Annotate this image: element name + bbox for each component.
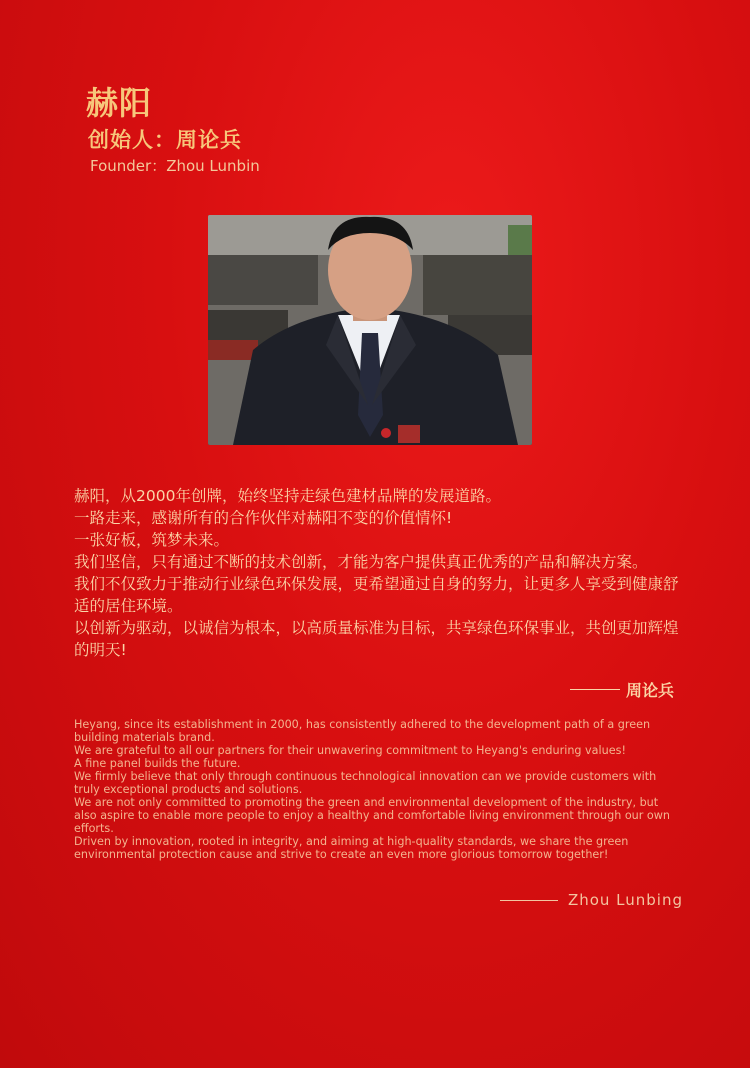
message-en	[74, 718, 680, 861]
message-zh-line: 我们不仅致力于推动行业绿色环保发展，更希望通过自身的努力，让更多人享受到健康舒适的居住环境。	[74, 575, 679, 615]
message-en-line: Driven by innovation, rooted in integrity, and aiming at high-quality standards, we share the green environmental protection cause and strive to create an even more glorious tomorrow together!	[74, 835, 629, 861]
founder-label-en: Founder：Zhou Lunbin	[90, 157, 260, 175]
founder-label: 创始人：周论兵	[88, 128, 242, 152]
message-en-line: Heyang, since its establishment in 2000, has consistently adhered to the development path of a green building materials brand.	[74, 718, 651, 744]
message-zh-line: 我们坚信，只有通过不断的技术创新，才能为客户提供真正优秀的产品和解决方案。	[74, 553, 648, 571]
message-en-line: A fine panel builds the future.	[74, 757, 241, 770]
message-en-line: We are not only committed to promoting the green and environmental development of the industry, but also aspire to enable more people to enjoy a healthy and comfortable living environment through our own efforts.	[74, 796, 671, 835]
founder-photo	[208, 215, 532, 445]
message-zh-line: 一张好板，筑梦未来。	[74, 531, 230, 549]
signature-dash	[500, 900, 558, 901]
signature-en-name: Zhou Lunbing	[567, 891, 683, 909]
signature-en	[500, 891, 683, 909]
message-zh	[74, 485, 684, 661]
message-zh-line: 以创新为驱动，以诚信为根本，以高质量标准为目标，共享绿色环保事业，共创更加辉煌的明天!	[74, 619, 679, 659]
message-zh-line: 赫阳，从2000年创牌，始终坚持走绿色建材品牌的发展道路。	[74, 487, 501, 505]
signature-zh-name: 周论兵	[625, 681, 674, 700]
message-en-line: We are grateful to all our partners for their unwavering commitment to Heyang's enduring values!	[74, 744, 626, 757]
signature-zh	[570, 678, 674, 701]
message-zh-line: 一路走来，感谢所有的合作伙伴对赫阳不变的价值情怀!	[74, 509, 453, 527]
brand-title: 赫阳	[86, 84, 153, 122]
signature-dash	[570, 689, 620, 690]
message-en-line: We firmly believe that only through continuous technological innovation can we provide customers with truly exceptional products and solutions.	[74, 770, 657, 796]
